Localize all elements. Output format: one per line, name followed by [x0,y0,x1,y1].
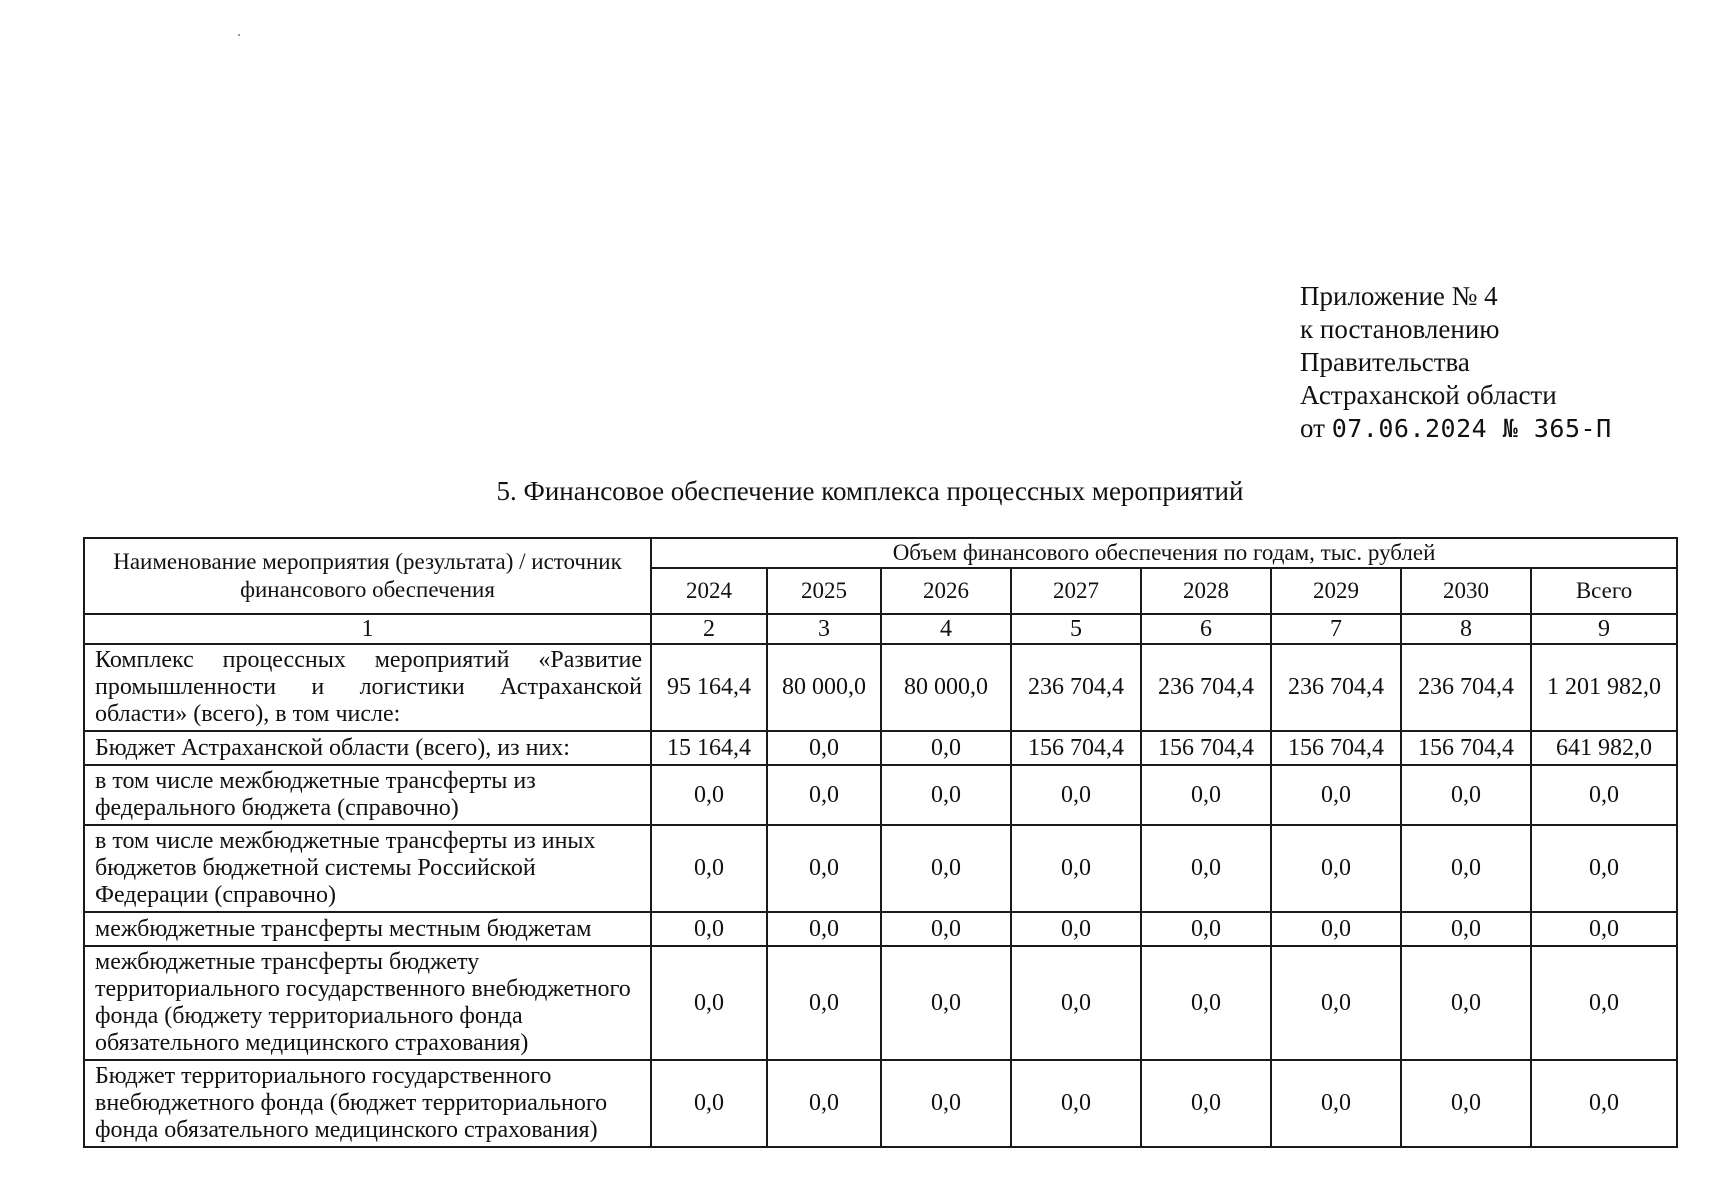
value-cell: 0,0 [651,946,767,1060]
value-cell: 0,0 [1141,765,1271,825]
year-header: Всего [1531,568,1677,614]
appendix-line-3: Правительства [1300,347,1470,377]
column-number-cell: 5 [1011,614,1141,644]
value-cell: 0,0 [1401,1060,1531,1147]
value-cell: 236 704,4 [1141,644,1271,731]
value-cell: 15 164,4 [651,731,767,765]
year-header: 2027 [1011,568,1141,614]
value-cell: 156 704,4 [1271,731,1401,765]
value-cell: 95 164,4 [651,644,767,731]
value-cell: 641 982,0 [1531,731,1677,765]
table-row [84,731,1677,765]
section-title: 5. Финансовое обеспечение комплекса процессных мероприятий [496,476,1244,506]
value-cell: 0,0 [1011,765,1141,825]
column-number-cell: 3 [767,614,881,644]
year-header: 2025 [767,568,881,614]
value-cell: 0,0 [881,946,1011,1060]
column-number-cell: 1 [84,614,651,644]
value-cell: 0,0 [1531,1060,1677,1147]
column-number-cell: 9 [1531,614,1677,644]
value-cell: 0,0 [881,825,1011,912]
year-header: 2026 [881,568,1011,614]
table-row [84,1060,1677,1147]
year-header: 2028 [1141,568,1271,614]
value-cell: 80 000,0 [881,644,1011,731]
value-cell: 0,0 [767,765,881,825]
value-cell: 0,0 [767,1060,881,1147]
column-number-cell: 7 [1271,614,1401,644]
value-cell: 0,0 [1141,912,1271,946]
appendix-line-4: Астраханской области [1300,380,1557,410]
value-cell: 80 000,0 [767,644,881,731]
value-cell: 0,0 [1401,946,1531,1060]
value-cell: 0,0 [1141,946,1271,1060]
value-cell: 0,0 [651,912,767,946]
value-cell: 0,0 [1271,912,1401,946]
table-row [84,765,1677,825]
row-name-cell: Бюджет территориального государственного внебюджетного фонда (бюджет территориального фонда обязательного медицинского страхования) [84,1060,651,1147]
appendix-line-1: Приложение № 4 [1300,281,1498,311]
row-name-cell: в том числе межбюджетные трансферты из иных бюджетов бюджетной системы Российской Федерации (справочно) [84,825,651,912]
value-cell: 0,0 [1011,1060,1141,1147]
value-cell: 0,0 [767,825,881,912]
value-cell: 0,0 [1531,912,1677,946]
row-name-cell: Комплекс процессных мероприятий «Развитие промышленности и логистики Астраханской области» (всего), в том числе: [84,644,651,731]
scan-speck [238,34,240,36]
value-cell: 0,0 [767,946,881,1060]
value-cell: 0,0 [1531,825,1677,912]
row-name-cell: Бюджет Астраханской области (всего), из них: [84,731,651,765]
value-cell: 0,0 [881,765,1011,825]
value-cell: 0,0 [1011,825,1141,912]
column-number-cell: 8 [1401,614,1531,644]
appendix-line-2: к постановлению [1300,314,1500,344]
value-cell: 236 704,4 [1271,644,1401,731]
value-cell: 0,0 [1401,912,1531,946]
value-cell: 0,0 [1141,825,1271,912]
column-number-cell: 2 [651,614,767,644]
value-cell: 0,0 [1271,765,1401,825]
volume-header: Объем финансового обеспечения по годам, тыс. рублей [651,538,1677,568]
value-cell: 0,0 [1271,1060,1401,1147]
value-cell: 1 201 982,0 [1531,644,1677,731]
value-cell: 0,0 [767,731,881,765]
value-cell: 0,0 [1401,765,1531,825]
value-cell: 0,0 [1141,1060,1271,1147]
value-cell: 0,0 [1271,825,1401,912]
table-row [84,946,1677,1060]
value-cell: 0,0 [881,912,1011,946]
value-cell: 236 704,4 [1011,644,1141,731]
row-name-cell: в том числе межбюджетные трансферты из федерального бюджета (справочно) [84,765,651,825]
year-header: 2029 [1271,568,1401,614]
value-cell: 0,0 [1531,946,1677,1060]
appendix-date-prefix: от [1300,413,1325,443]
row-name-cell: межбюджетные трансферты бюджету территориального государственного внебюджетного фонда (бюджету территориального фонда обязательного медицинского страхования) [84,946,651,1060]
value-cell: 0,0 [1531,765,1677,825]
appendix-line-5 [1300,412,1612,445]
value-cell: 0,0 [651,825,767,912]
value-cell: 0,0 [881,1060,1011,1147]
value-cell: 0,0 [651,765,767,825]
value-cell: 156 704,4 [1141,731,1271,765]
column-number-cell: 6 [1141,614,1271,644]
value-cell: 236 704,4 [1401,644,1531,731]
year-header: 2024 [651,568,767,614]
value-cell: 0,0 [881,731,1011,765]
table-row [84,912,1677,946]
value-cell: 0,0 [1011,912,1141,946]
year-header: 2030 [1401,568,1531,614]
table-row [84,825,1677,912]
value-cell: 156 704,4 [1011,731,1141,765]
table-row [84,644,1677,731]
value-cell: 0,0 [1011,946,1141,1060]
value-cell: 0,0 [767,912,881,946]
value-cell: 156 704,4 [1401,731,1531,765]
value-cell: 0,0 [1271,946,1401,1060]
column-number-row [84,614,1677,644]
column-number-cell: 4 [881,614,1011,644]
header-row-top [84,538,1677,568]
row-name-cell: межбюджетные трансферты местным бюджетам [84,912,651,946]
appendix-header [1300,280,1612,445]
value-cell: 0,0 [1401,825,1531,912]
appendix-decree-reference: 07.06.2024 № 365-П [1331,414,1612,443]
value-cell: 0,0 [651,1060,767,1147]
name-column-header: Наименование мероприятия (результата) / источник финансового обеспечения [84,538,651,614]
financing-table [83,537,1678,1148]
